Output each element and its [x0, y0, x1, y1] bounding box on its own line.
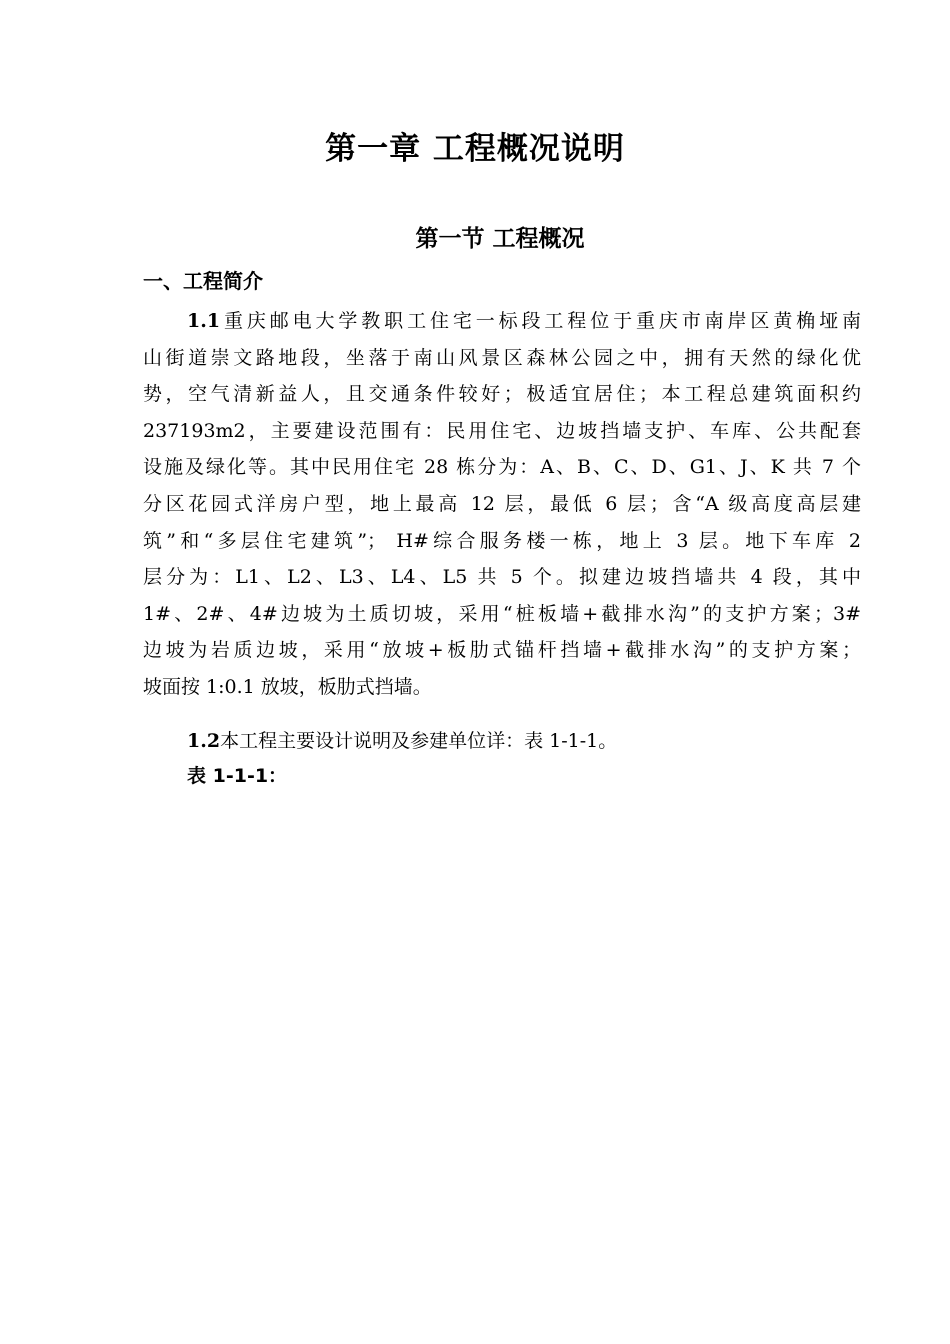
paragraph-line: 层分为：L1、L2、L3、L4、L5 共 5 个。拟建边坡挡墙共 4 段，其中: [143, 566, 861, 589]
paragraph-line-text: 重庆邮电大学教职工住宅一标段工程位于重庆市南岸区黄桷垭南: [220, 310, 861, 332]
paragraph-line: [143, 303, 861, 340]
paragraph-line: 山街道崇文路地段，坐落于南山风景区森林公园之中，拥有天然的绿化优: [143, 346, 861, 369]
paragraph-line: 边坡为岩质边坡，采用“放坡+板肋式锚杆挡墙+截排水沟”的支护方案；: [143, 639, 861, 662]
clause-number: 1.2: [187, 730, 221, 752]
clause-number: 1.1: [187, 310, 221, 332]
paragraph-line: [143, 723, 861, 760]
paragraph-line: 237193m2，主要建设范围有：民用住宅、边坡挡墙支护、车库、公共配套: [143, 419, 861, 442]
paragraph-line: 设施及绿化等。其中民用住宅 28 栋分为：A、B、C、D、G1、J、K 共 7 个: [143, 456, 861, 479]
paragraph-1-1: [143, 303, 861, 706]
section-title: 第一节 工程概况: [415, 226, 585, 252]
subsection-title: 一、工程简介: [143, 269, 263, 293]
paragraph-line: 分区花园式洋房户型，地上最高 12 层，最低 6 层；含“A 级高度高层建: [143, 492, 861, 515]
paragraph-line-text: 本工程主要设计说明及参建单位详：表 1-1-1。: [220, 730, 618, 752]
paragraph-line: 筑”和“多层住宅建筑”； H#综合服务楼一栋，地上 3 层。地下车库 2: [143, 529, 861, 552]
paragraph-1-2: [143, 723, 861, 760]
paragraph-line: 1#、2#、4#边坡为土质切坡，采用“桩板墙+截排水沟”的支护方案；3#: [143, 602, 861, 625]
paragraph-line: 坡面按 1:0.1 放坡，板肋式挡墙。: [143, 675, 432, 698]
chapter-title: 第一章 工程概况说明: [325, 131, 625, 167]
table-label: 表 1-1-1：: [187, 765, 288, 787]
paragraph-line: 势，空气清新益人，且交通条件较好；极适宜居住；本工程总建筑面积约: [143, 383, 861, 406]
